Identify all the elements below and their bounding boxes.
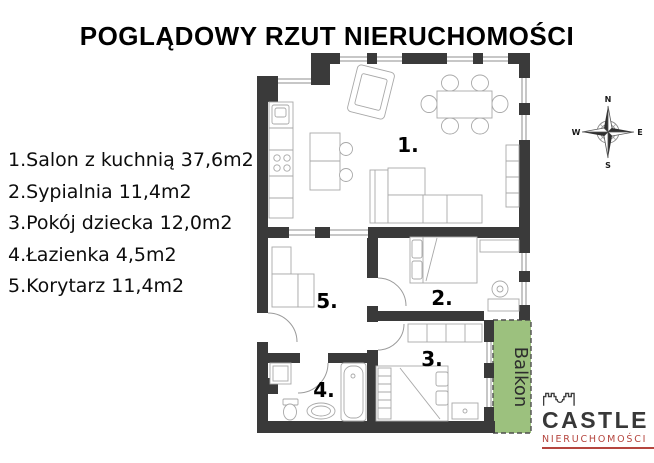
castle-logo [542,390,654,449]
castle-battlements-icon [543,390,575,408]
compass-w: W [571,128,581,137]
bedside-cabinet [480,240,519,252]
washing-machine [270,363,291,384]
page-title: POGLĄDOWY RZUT NIERUCHOMOŚCI [79,21,575,51]
compass-n: N [604,95,612,104]
hall-wardrobe [272,247,314,307]
wall-shelf [506,145,519,207]
dining-set [421,75,508,134]
room-label-3: 3. [421,347,443,371]
office-chair [492,281,508,297]
balcony-area [493,320,531,433]
kitchen-counter [269,102,293,218]
sink [307,403,335,419]
legend-item: 2.Sypialnia 11,4m2 [8,180,192,203]
armchair [347,64,395,120]
room-label-4: 4. [313,378,335,402]
compass-e: E [637,128,643,137]
legend-item: 5.Korytarz 11,4m2 [8,275,185,297]
desk [488,299,519,311]
legend-item: 3.Pokój dziecka 12,0m2 [8,212,233,234]
logo-brand: CASTLE [542,407,649,433]
room-label-5: 5. [316,289,338,313]
compass-rose [572,95,643,170]
child-bed [376,366,448,421]
nightstand [452,403,478,419]
toilet [283,399,298,420]
child-wardrobe [408,324,482,342]
room-label-2: 2. [431,286,453,310]
logo-tagline: NIERUCHOMOŚCI [542,434,654,449]
kitchen-island [310,133,353,190]
room-label-1: 1. [397,133,419,157]
double-bed [410,237,477,283]
sofa [370,168,482,223]
legend-item: 4.Łazienka 4,5m2 [8,243,177,266]
balcony-label: Balkon [510,346,531,408]
bathtub [341,363,366,421]
legend-item: 1.Salon z kuchnią 37,6m2 [8,149,254,171]
compass-s: S [605,161,611,170]
